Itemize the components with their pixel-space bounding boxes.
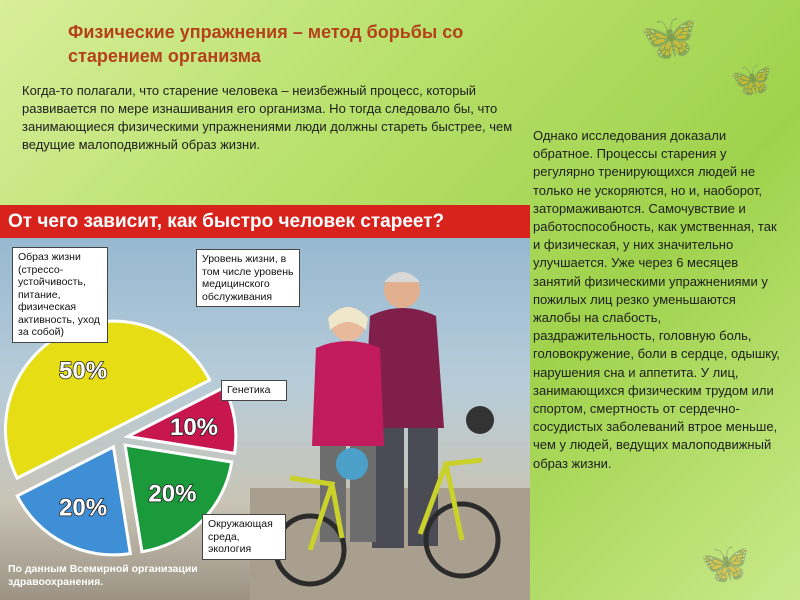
legend-environment: Окружающая среда, экология [202, 514, 286, 560]
butterfly-decoration-icon: 🦋 [700, 541, 750, 587]
pie-value-label: 10% [169, 413, 219, 441]
pie-value-label: 20% [59, 494, 108, 522]
chart-source: По данным Всемирной организации здравоохранения. [8, 563, 198, 588]
chart-title: От чего зависит, как быстро человек стареет? [0, 205, 530, 238]
butterfly-decoration-icon: 🦋 [730, 60, 773, 100]
legend-genetics: Генетика [221, 380, 287, 401]
legend-living-standard: Уровень жизни, в том числе уровень медицинского обслуживания [196, 249, 300, 307]
pie-value-label: 20% [148, 480, 197, 508]
slide-title: Физические упражнения – метод борьбы со старением организма [68, 22, 464, 66]
intro-paragraph: Когда-то полагали, что старение человека – неизбежный процесс, который развивается по мере изнашивания его организма. Но тогда следовало бы, что занимающиеся физическими упражнениями люди должны стареть быстрее, чем ведущие малоподвижный образ жизни. [22, 83, 513, 152]
pie-value-label: 50% [59, 357, 108, 385]
legend-lifestyle: Образ жизни (стрессо-устойчивость, питание, физическая активность, уход за собой) [12, 247, 108, 343]
butterfly-decoration-icon: 🦋 [640, 10, 698, 64]
research-paragraph: Однако исследования доказали обратное. Процессы старения у регулярно тренирующихся людей не только не ускоряются, но и, наоборот, затормаживаются. Самочувствие и работоспособность, как умственная, так и физическая, у них значительно улучшается. Уже через 6 месяцев занятий физическими упражнениями у пожилых лиц резко уменьшаются жалобы на слабость, раздражительность, головную боль, головокружение, боли в сердце, одышку, нарушения сна и аппетита. У лиц, занимающихся физическим трудом или спортом, смертность от сердечно-сосудистых заболеваний втрое меньше, чем у людей, ведущих малоподвижный образ жизни. [533, 128, 780, 471]
infographic [0, 205, 530, 600]
